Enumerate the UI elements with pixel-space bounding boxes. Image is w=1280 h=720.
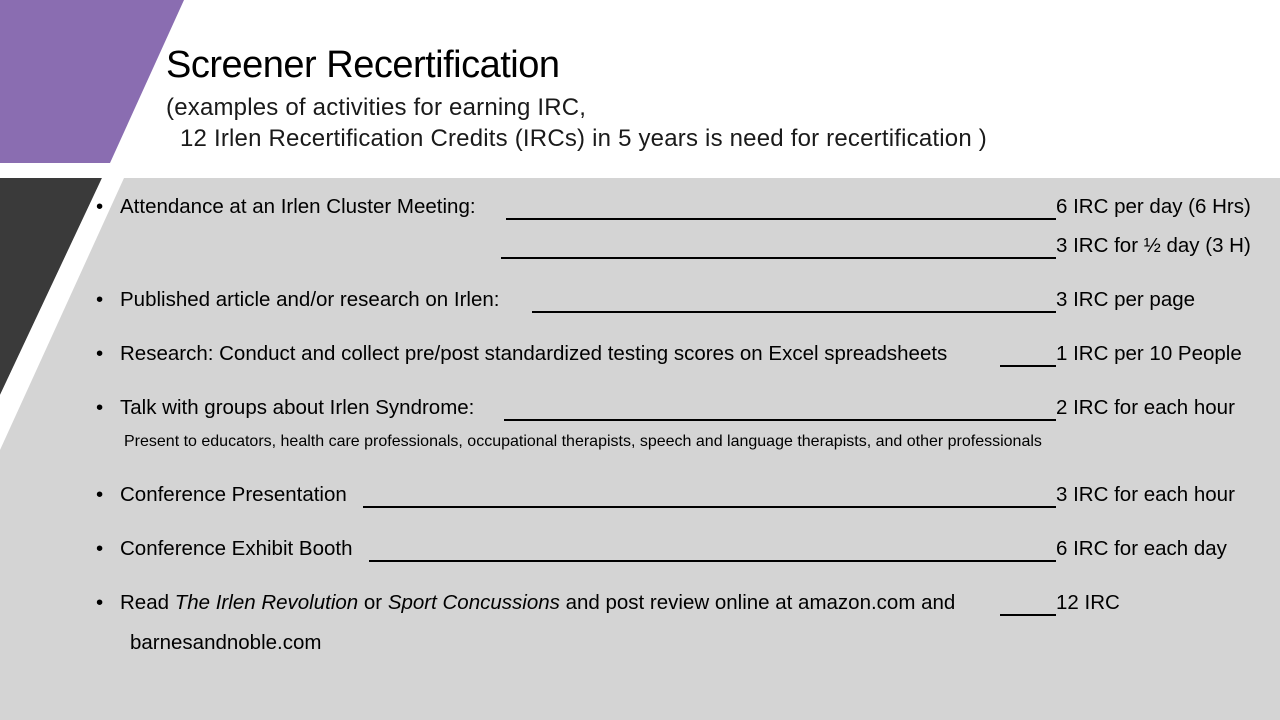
item-label: Talk with groups about Irlen Syndrome:: [120, 396, 475, 419]
item-label: Attendance at an Irlen Cluster Meeting:: [120, 195, 476, 218]
list-item-cluster-meeting: [96, 195, 1266, 225]
bullet-icon: •: [96, 483, 104, 506]
item-label: Research: Conduct and collect pre/post standardized testing scores on Excel spreadsheets: [120, 342, 948, 365]
bullet-icon: •: [96, 537, 104, 560]
item-credit: 3 IRC for each hour: [1056, 483, 1235, 506]
read-suffix: and post review online at amazon.com and: [559, 591, 956, 614]
item-label: Published article and/or research on Irlen:: [120, 288, 500, 311]
item-credit: 1 IRC per 10 People: [1056, 342, 1242, 365]
leader-line: [1000, 614, 1056, 616]
leader-line: [504, 419, 1056, 421]
item-label: Conference Exhibit Booth: [120, 537, 353, 560]
leader-line: [369, 560, 1056, 562]
leader-line: [501, 257, 1056, 259]
item-label: [120, 591, 955, 615]
list-item-read-review: [96, 591, 1266, 621]
list-item-research: [96, 342, 1266, 372]
list-item-published-article: [96, 288, 1266, 318]
book-title-irlen-revolution: The Irlen Revolution: [174, 591, 359, 614]
item-credit: 3 IRC per page: [1056, 288, 1196, 311]
talk-note: Present to educators, health care professionals, occupational therapists, speech and language therapists, and other professionals: [124, 433, 1042, 450]
leader-line: [363, 506, 1056, 508]
item-credit: 12 IRC: [1056, 591, 1120, 614]
bullet-icon: •: [96, 342, 104, 365]
bullet-icon: •: [96, 591, 104, 614]
read-or: or: [358, 591, 388, 614]
item-credit: 3 IRC for ½ day (3 H): [1056, 234, 1251, 257]
book-title-sport-concussions: Sport Concussions: [387, 591, 560, 614]
slide-title: Screener Recertification: [166, 44, 560, 86]
item-credit: 6 IRC per day (6 Hrs): [1056, 195, 1251, 218]
item-label: Conference Presentation: [120, 483, 347, 506]
subtitle-line-2: 12 Irlen Recertification Credits (IRCs) in 5 years is need for recertification ): [180, 125, 987, 152]
bullet-icon: •: [96, 195, 104, 218]
bullet-icon: •: [96, 396, 104, 419]
list-item-conference-presentation: [96, 483, 1266, 513]
read-item-continuation: barnesandnoble.com: [130, 631, 322, 654]
subtitle-line-1: (examples of activities for earning IRC,: [166, 94, 587, 121]
read-prefix: Read: [120, 591, 175, 614]
leader-line: [532, 311, 1056, 313]
list-item-talk-groups: [96, 396, 1266, 426]
bullet-icon: •: [96, 288, 104, 311]
item-credit: 6 IRC for each day: [1056, 537, 1227, 560]
leader-line: [506, 218, 1056, 220]
leader-line: [1000, 365, 1056, 367]
purple-accent-shape: [0, 0, 184, 163]
list-item-half-day: [96, 234, 1266, 264]
list-item-conference-booth: [96, 537, 1266, 567]
item-credit: 2 IRC for each hour: [1056, 396, 1235, 419]
